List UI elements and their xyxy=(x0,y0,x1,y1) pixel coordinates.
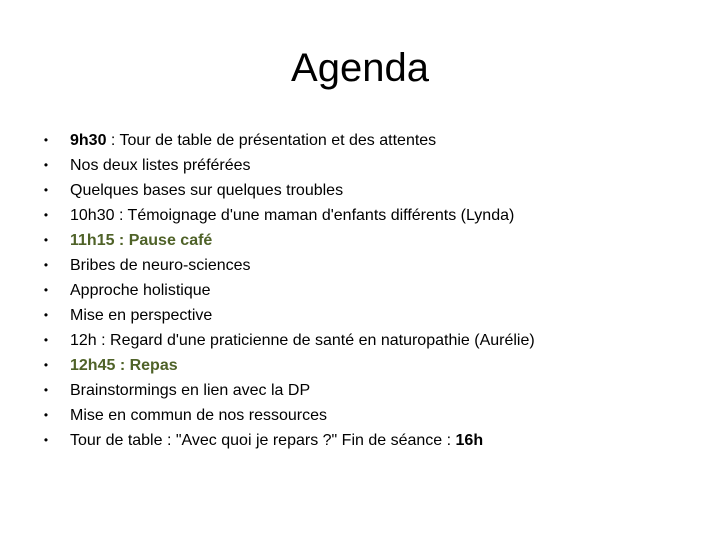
agenda-item-neuro xyxy=(40,253,700,278)
agenda-item-1200 xyxy=(40,328,700,353)
bullet-icon: • xyxy=(43,208,49,222)
bullet-icon: • xyxy=(43,383,49,397)
bullet-icon: • xyxy=(43,158,49,172)
agenda-description: : Tour de table de présentation et des attentes xyxy=(106,132,437,149)
bullet-icon: • xyxy=(43,133,49,147)
agenda-item-0930 xyxy=(40,128,700,153)
agenda-item-pause xyxy=(40,228,700,253)
agenda-item-text: Bribes de neuro-sciences xyxy=(70,257,251,274)
bullet-icon: • xyxy=(43,258,49,272)
agenda-item-text: Brainstormings en lien avec la DP xyxy=(70,382,311,399)
agenda-item-text: Mise en commun de nos ressources xyxy=(70,407,327,424)
bullet-icon: • xyxy=(43,308,49,322)
bullet-icon: • xyxy=(43,333,49,347)
bullet-icon: • xyxy=(43,408,49,422)
agenda-item-text: 11h15 : Pause café xyxy=(70,232,213,249)
agenda-time: 16h xyxy=(455,432,484,449)
agenda-item-bases xyxy=(40,178,700,203)
bullet-icon: • xyxy=(43,233,49,247)
agenda-item-fin xyxy=(40,428,700,453)
bullet-icon: • xyxy=(43,433,49,447)
slide-title: Agenda xyxy=(291,46,429,90)
agenda-item-brainstorming xyxy=(40,378,700,403)
agenda-item-holistique xyxy=(40,278,700,303)
bullet-icon: • xyxy=(43,283,49,297)
bullet-icon: • xyxy=(43,183,49,197)
agenda-item-text: 10h30 : Témoignage d'une maman d'enfants différents (Lynda) xyxy=(70,207,515,224)
bullet-icon: • xyxy=(43,358,49,372)
agenda-item-text xyxy=(70,428,483,453)
agenda-item-perspective xyxy=(40,303,700,328)
agenda-item-text xyxy=(70,128,436,153)
agenda-item-text: Nos deux listes préférées xyxy=(70,157,251,174)
agenda-item-ressources xyxy=(40,403,700,428)
agenda-item-listes xyxy=(40,153,700,178)
agenda-description: Tour de table : "Avec quoi je repars ?" Fin de séance : xyxy=(70,432,456,449)
agenda-time: 9h30 xyxy=(70,132,107,149)
agenda-item-repas xyxy=(40,353,700,378)
agenda-item-text: Approche holistique xyxy=(70,282,211,299)
agenda-item-text: Quelques bases sur quelques troubles xyxy=(70,182,344,199)
agenda-item-text: 12h : Regard d'une praticienne de santé en naturopathie (Aurélie) xyxy=(70,332,535,349)
agenda-item-1030 xyxy=(40,203,700,228)
agenda-item-text: Mise en perspective xyxy=(70,307,213,324)
agenda-item-text: 12h45 : Repas xyxy=(70,357,178,374)
agenda-list xyxy=(40,128,700,453)
